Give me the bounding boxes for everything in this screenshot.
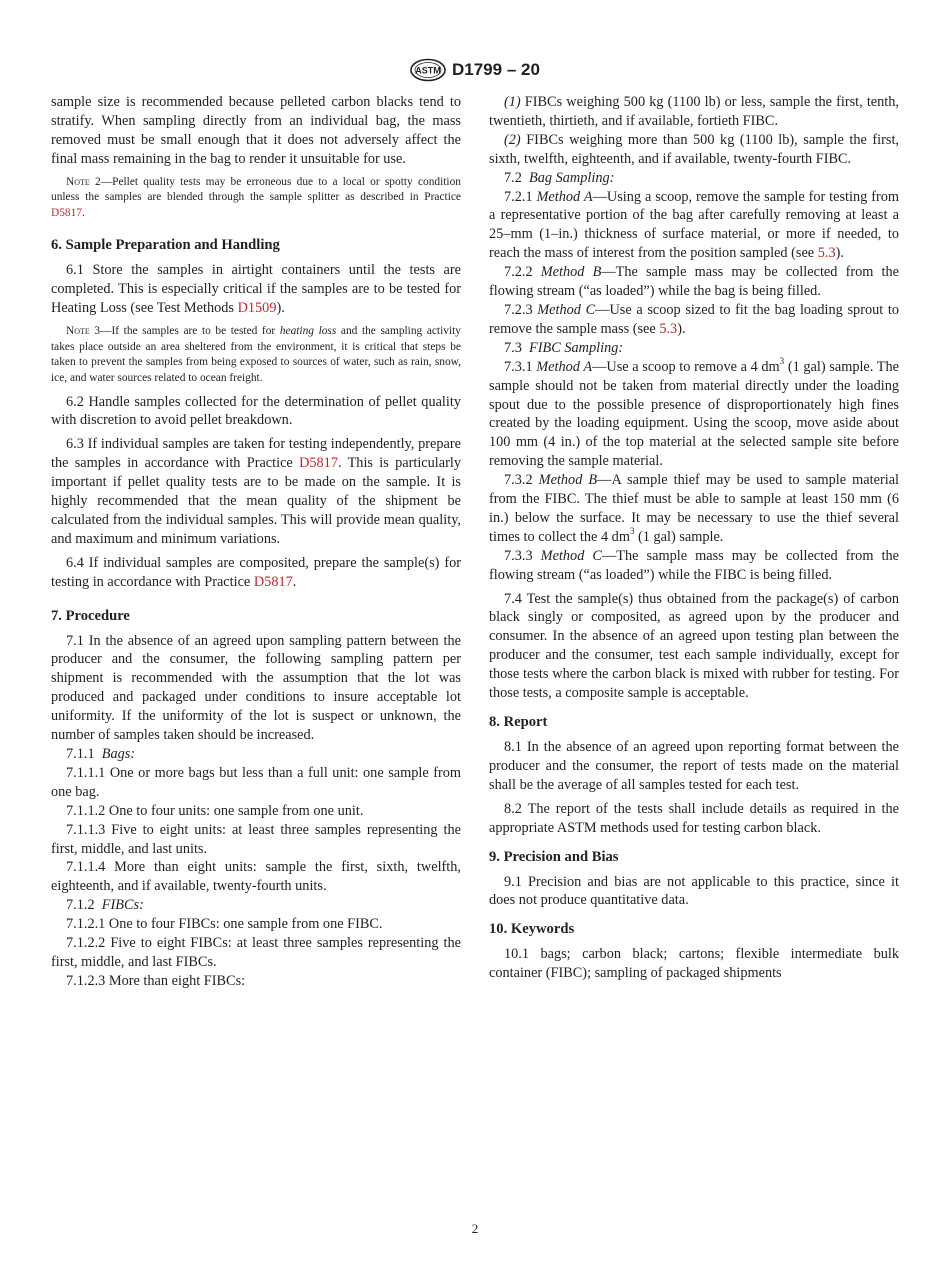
left-column	[51, 93, 461, 991]
paragraph-7-1-2-1: 7.1.2.1 One to four FIBCs: one sample from one FIBC.	[66, 916, 383, 933]
list-item-2: (2) FIBCs weighing more than 500 kg (1100 lb), sample the first, sixth, twelfth, eighteenth, and if available, twenty-fourth FIBC.	[489, 131, 899, 167]
paragraph-7-1-2-3: 7.1.2.3 More than eight FIBCs:	[66, 972, 246, 989]
paragraph-7-1-1-3: 7.1.1.3 Five to eight units: at least three samples representing the first, middle, and last units.	[51, 821, 461, 857]
section-heading-10: 10. Keywords	[489, 921, 575, 938]
paragraph-8-1: 8.1 In the absence of an agreed upon reporting format between the producer and the consumer, the report of tests made on the material shall be the average of all samples tested for each test.	[489, 739, 899, 793]
paragraph-7-1-2: 7.1.2 FIBCs:	[66, 897, 144, 914]
paragraph-7-2-1: 7.2.1 Method A—Using a scoop, remove the sample for testing from a representative portion of the bag after carefully removing at least a 25–mm (1–in.) thickness of surface material, or more if needed, to reach the mass of interest from the position sampled (see 5.3).	[489, 188, 899, 262]
paragraph-7-4: 7.4 Test the sample(s) thus obtained from the package(s) of carbon black singly or composited, as agreed upon by the producer and consumer. In the absence of an agreed upon testing plan between the producer and the consumer, test each sample individually, except for those tests where the carbon black is mixed with rubber for testing. For those tests, a composite sample is acceptable.	[489, 590, 899, 702]
paragraph-7-3-2: 7.3.2 Method B—A sample thief may be used to sample material from the FIBC. The thief must be able to sample at least 150 mm (6 in.) below the surface. It may be necessary to use the thief several times to collect the 4 $dm^3$ (1 gal) sample.	[489, 472, 900, 545]
paragraph-7-3-3: 7.3.3 Method C—The sample mass may be collected from the flowing stream (“as loaded”) while the FIBC is being filled.	[489, 547, 899, 583]
paragraph-7-2: 7.2 Bag Sampling:	[504, 169, 615, 186]
reference-link[interactable]: D1509	[237, 300, 277, 317]
astm-logo-icon	[409, 58, 447, 82]
paragraph-6-3: 6.3 If individual samples are taken for testing independently, prepare the samples in accordance with Practice D5817. This is particularly important if pellet quality tests are to be made on the sample. It is highly recommended that the mean quality of the shipment be calculated from the individual samples. This will provide mean quality, and maximum and minimum variations.	[51, 436, 461, 547]
paragraph-7-1: 7.1 In the absence of an agreed upon sampling pattern between the producer and the consumer, the following sampling pattern per shipment is recommended with the assumption that the lot was produced and packaged under conditions to insure acceptable lot uniformity. If the uniformity of the lot is suspect or unknown, the number of samples taken should be increased.	[51, 632, 461, 744]
paragraph-7-1-1-4: 7.1.1.4 More than eight units: sample the first, sixth, twelfth, eighteenth, and if available, twenty-fourth units.	[51, 859, 461, 895]
reference-link[interactable]: 5.3	[659, 320, 678, 337]
logo-text: ASTM	[415, 65, 441, 76]
paragraph-8-2: 8.2 The report of the tests shall include details as required in the appropriate ASTM methods used for testing carbon black.	[489, 800, 899, 836]
paragraph-7-1-1-1: 7.1.1.1 One or more bags but less than a full unit: one sample from one bag.	[51, 764, 461, 800]
section-heading-7: 7. Procedure	[51, 607, 130, 624]
document-designation: D1799 – 20	[452, 60, 540, 79]
list-item-1: (1) FIBCs weighing 500 kg (1100 lb) or less, sample the first, tenth, twentieth, thirtieth, and if available, fortieth FIBC.	[489, 94, 899, 129]
paragraph-10-1: 10.1 bags; carbon black; cartons; flexible intermediate bulk container (FIBC); sampling of packaged shipments	[489, 946, 899, 982]
section-heading-8: 8. Report	[489, 714, 548, 730]
right-column	[489, 93, 899, 983]
paragraph-7-2-2: 7.2.2 Method B—The sample mass may be collected from the flowing stream (“as loaded”) while the bag is being filled.	[489, 264, 899, 300]
note-3: Note 3—If the samples are to be tested for heating loss and the sampling activity takes place outside an area sheltered from the environment, it is critical that steps be taken to prevent the samples from being exposed to sources of water, such as rain, snow, ice, and water sources related to ocean freight.	[51, 325, 461, 384]
paragraph-continued: sample size is recommended because pelleted carbon blacks tend to stratify. When sampling directly from an individual bag, the mass removed must be small enough that it does not adversely affect the final mass remaining in the bag to render it unsuitable for use.	[51, 94, 461, 167]
paragraph-7-1-1: 7.1.1 Bags:	[66, 746, 136, 762]
note-label: Note 3	[66, 325, 101, 338]
paragraph-9-1: 9.1 Precision and bias are not applicable to this practice, since it does not produce quantitative data.	[489, 873, 899, 909]
page-header	[0, 58, 950, 82]
note-2: Note 2—Pellet quality tests may be erroneous due to a local or spotty condition unless the samples are blended through the sample splitter as described in Practice D5817.	[51, 175, 461, 219]
section-heading-9: 9. Precision and Bias	[489, 848, 619, 865]
paragraph-7-2-3: 7.2.3 Method C—Use a scoop sized to fit the bag loading sprout to remove the sample mass (see 5.3).	[489, 301, 900, 337]
paragraph-6-1: 6.1 Store the samples in airtight containers until the tests are completed. This is especially critical if the samples are to be tested for Heating Loss (see Test Methods D1509).	[51, 262, 461, 317]
paragraph-7-1-1-2: 7.1.1.2 One to four units: one sample from one unit.	[66, 802, 364, 819]
paragraph-7-3: 7.3 FIBC Sampling:	[504, 339, 624, 356]
paragraph-7-1-2-2: 7.1.2.2 Five to eight FIBCs: at least three samples representing the first, middle, and last FIBCs.	[51, 935, 461, 970]
paragraph-7-3-1: 7.3.1 Method A—Use a scoop to remove a 4 $dm^3$ (1 gal) sample. The sample should not be taken from material directly under the loading spout due to the possible presence of disproportionately high fines created by the loading equipment. Using the scoop, move aside about 100 mm (4 in.) of the top material at the selected sample site before removing the sample material.	[489, 355, 899, 470]
paragraph-6-2: 6.2 Handle samples collected for the determination of pellet quality with discretion to avoid pellet breakdown.	[51, 393, 461, 429]
section-heading-6: 6. Sample Preparation and Handling	[51, 237, 280, 254]
reference-link[interactable]: D5817	[253, 573, 293, 590]
paragraph-6-4: 6.4 If individual samples are composited, prepare the sample(s) for testing in accordance with Practice D5817.	[51, 554, 461, 590]
reference-link[interactable]: D5817	[51, 206, 83, 219]
note-label: Note 2	[66, 175, 101, 188]
page-number: 2	[471, 1221, 479, 1236]
reference-link[interactable]: 5.3	[817, 245, 836, 262]
reference-link[interactable]: D5817	[299, 455, 338, 472]
